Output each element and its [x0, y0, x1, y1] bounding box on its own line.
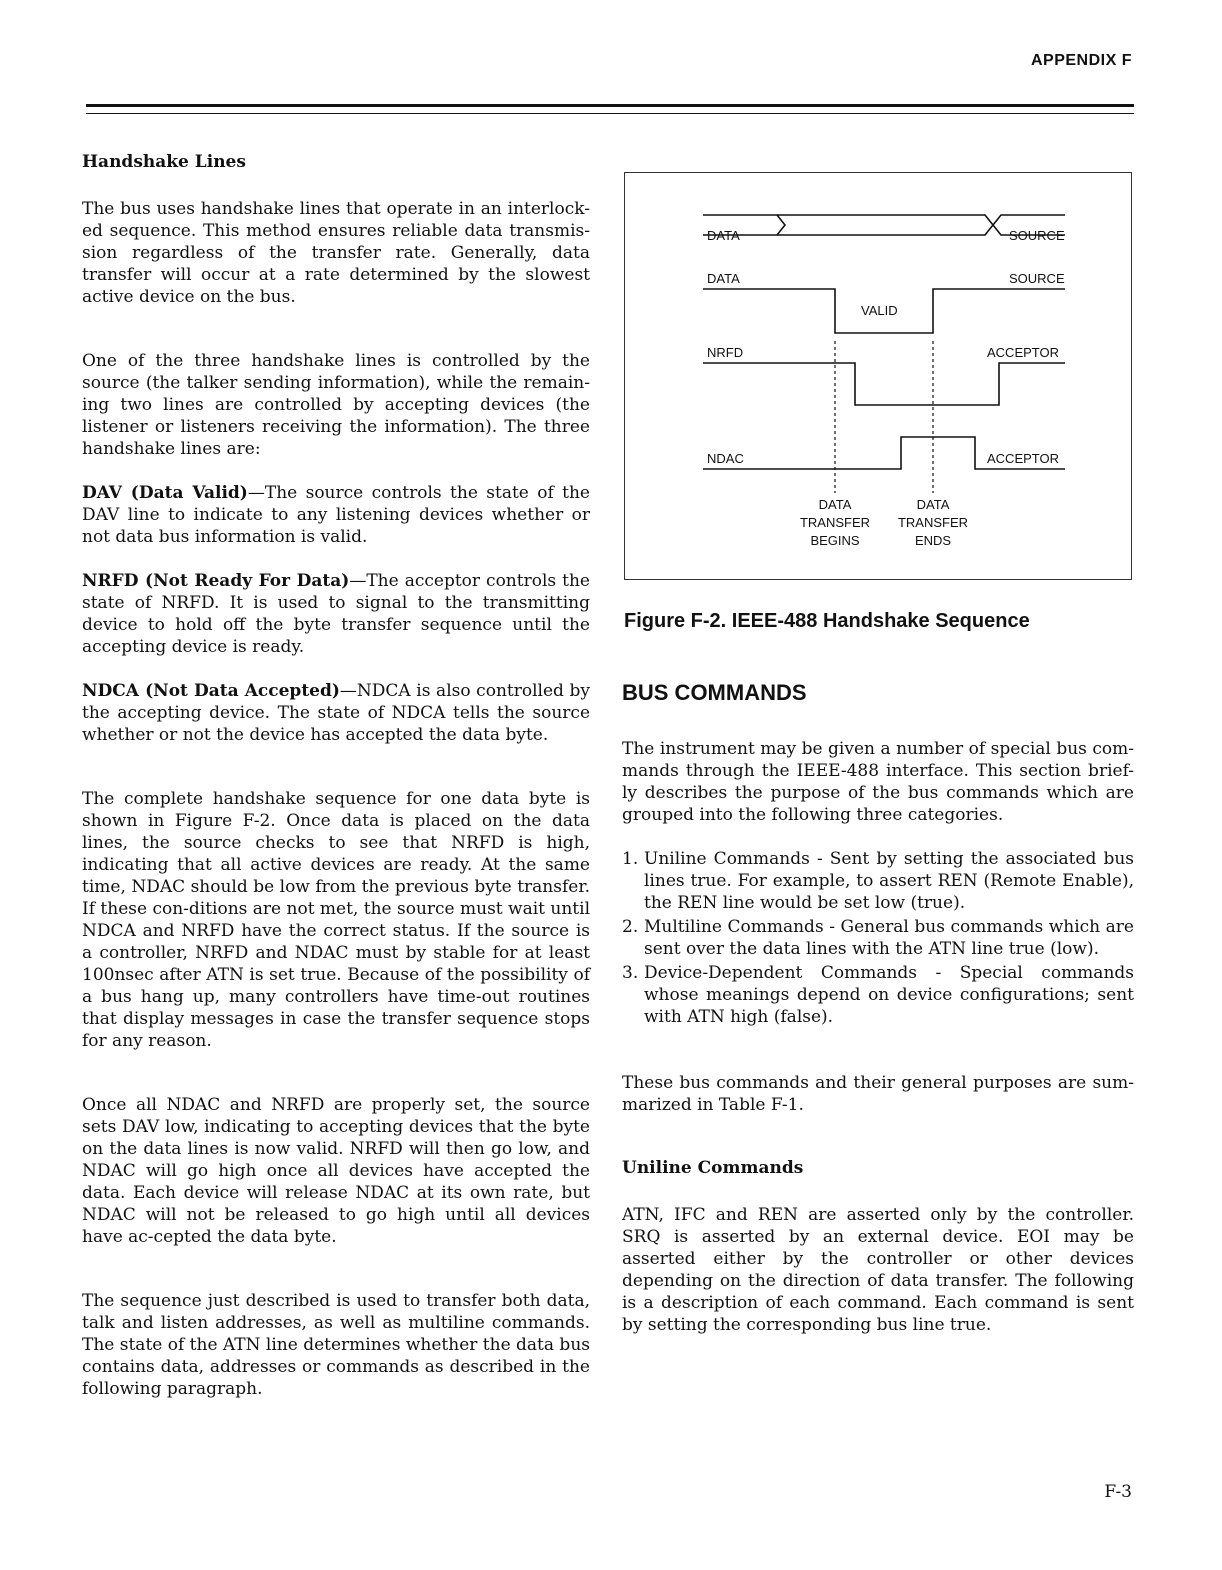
ndca-description: —NDCA is also controlled by the accepting device. The state of NDCA tells the source whether or not the device has accepted the data byte. [82, 681, 590, 745]
command-category-list [622, 848, 1134, 1028]
label-ends-line2: TRANSFER [897, 515, 969, 530]
list-item-number: 2. [622, 917, 639, 937]
dav-term: DAV (Data Valid) [82, 483, 248, 503]
paragraph-sequence-use: The sequence just described is used to transfer both data, talk and listen addresses, as well as multiline commands. The state of the ATN line determines whether the data bus contains data, addresses or commands as described in the following paragraph. [82, 1291, 590, 1399]
label-source-2: SOURCE [1009, 271, 1065, 286]
list-item-text: Multiline Commands - General bus commands which are sent over the data lines with the ATN line true (low). [644, 917, 1134, 959]
label-begins-line2: TRANSFER [799, 515, 871, 530]
paragraph-dav-low: Once all NDAC and NRFD are properly set, the source sets DAV low, indicating to accepting devices that the byte on the data lines is now valid. NRFD will then go low, and NDAC will go high once all devices have accepted the data. Each device will release NDAC at its own rate, but NDAC will not be released to go high until all devices have ac-cepted the data byte. [82, 1095, 590, 1247]
list-item-text: Uniline Commands - Sent by setting the associated bus lines true. For example, to assert REN (Remote Enable), the REN line would be set low (true). [644, 849, 1134, 913]
paragraph-ndca [82, 680, 590, 746]
summary-paragraph: These bus commands and their general purposes are sum-marized in Table F-1. [622, 1073, 1134, 1115]
nrfd-description: —The acceptor controls the state of NRFD. It is used to signal to the transmitting device to hold off the byte transfer sequence until the accepting device is ready. [82, 571, 590, 657]
label-data-2: DATA [707, 271, 740, 286]
paragraph-three-lines: One of the three handshake lines is controlled by the source (the talker sending information), while the remain-ing two lines are controlled by accepting devices (the listener or listeners receiving the information). The three handshake lines are: [82, 351, 590, 459]
paragraph-nrfd [82, 570, 590, 658]
data-bus-valid-window [777, 215, 993, 235]
list-item-text: Device-Dependent Commands - Special commands whose meanings depend on device configurations; sent with ATN high (false). [644, 963, 1134, 1027]
label-ends-line1: DATA [916, 497, 950, 512]
list-item-number: 1. [622, 849, 639, 869]
handshake-lines-heading: Handshake Lines [82, 152, 246, 172]
ndca-term: NDCA (Not Data Accepted) [82, 681, 340, 701]
label-source-1: SOURCE [1009, 228, 1065, 243]
list-item [622, 916, 1134, 960]
label-begins-line1: DATA [818, 497, 852, 512]
figure-caption: Figure F-2. IEEE-488 Handshake Sequence [624, 610, 1030, 632]
uniline-commands-paragraph: ATN, IFC and REN are asserted only by the controller. SRQ is asserted by an external device. EOI may be asserted either by the controller or other devices depending on the direction of data transfer. The following is a description of each command. Each command is sent by setting the corresponding bus line true. [622, 1205, 1134, 1335]
uniline-commands-heading: Uniline Commands [622, 1158, 804, 1178]
label-acceptor-2: ACCEPTOR [987, 451, 1059, 466]
label-ndac: NDAC [707, 451, 744, 466]
nrfd-waveform [703, 363, 1065, 405]
paragraph-complete-sequence: The complete handshake sequence for one data byte is shown in Figure F-2. Once data is placed on the data lines, the source checks to see that NRFD is high, indicating that all active devices are ready. At the same time, NDAC should be low from the previous byte transfer. If these con-ditions are not met, the source must wait until NDCA and NRFD have the correct status. If the source is a controller, NRFD and NDAC must by stable for at least 100nsec after ATN is set true. Because of the possibility of a bus hang up, many controllers have time-out routines that display messages in case the transfer sequence stops for any reason. [82, 789, 591, 1051]
page-header-title: APPENDIX F [1030, 52, 1132, 69]
right-column [622, 680, 1134, 1336]
nrfd-term: NRFD (Not Ready For Data) [82, 571, 350, 591]
left-column [82, 152, 590, 1400]
label-nrfd: NRFD [707, 345, 744, 360]
header-rule-thick [86, 104, 1134, 107]
bus-commands-intro: The instrument may be given a number of special bus com-mands through the IEEE-488 interface. This section brief-ly describes the purpose of the bus commands which are grouped into the following three categories. [622, 739, 1134, 825]
bus-commands-heading: BUS COMMANDS [622, 680, 807, 705]
label-valid: VALID [861, 303, 898, 318]
label-ends-line3: ENDS [914, 533, 952, 548]
label-begins-line3: BEGINS [810, 533, 860, 548]
paragraph-interlocked: The bus uses handshake lines that operate in an interlock-ed sequence. This method ensures reliable data transmis-sion regardless of the transfer rate. Generally, data transfer will occur at a rate determined by the slowest active device on the bus. [82, 199, 590, 307]
list-item [622, 848, 1134, 914]
list-item-number: 3. [622, 963, 639, 983]
header-rule-thin [86, 113, 1134, 114]
handshake-timing-figure [624, 172, 1132, 580]
page-number: F-3 [1104, 1482, 1132, 1502]
label-acceptor-1: ACCEPTOR [987, 345, 1059, 360]
paragraph-dav [82, 482, 590, 548]
label-data-1: DATA [707, 228, 740, 243]
timing-diagram [625, 173, 1131, 579]
list-item [622, 962, 1134, 1028]
dav-description: —The source controls the state of the DAV line to indicate to any listening devices whether or not data bus information is valid. [82, 483, 590, 547]
